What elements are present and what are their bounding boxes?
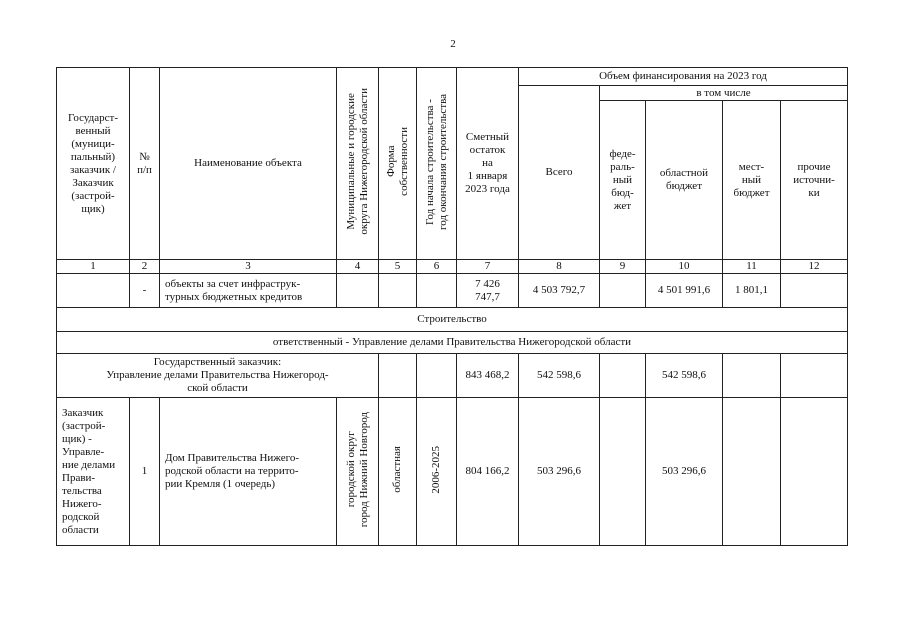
col-number: 3 [160, 260, 337, 274]
regional-value: 4 501 991,6 [646, 274, 723, 308]
col-number: 6 [417, 260, 457, 274]
header-num: № п/п [130, 68, 160, 260]
col-number: 5 [379, 260, 417, 274]
col-number: 8 [519, 260, 600, 274]
years-cell [417, 398, 457, 546]
col-number: 12 [781, 260, 848, 274]
municipality-value: городской округ город Нижний Новгород [344, 411, 370, 528]
state-customer-label: Государственный заказчик: Управление делами Правительства Нижегород- ской области [57, 354, 379, 398]
col-number: 1 [57, 260, 130, 274]
header-object-name: Наименование объекта [160, 68, 337, 260]
header-municipality-cell [337, 68, 379, 260]
header-total: Всего [519, 86, 600, 260]
header-ownership: Форма собственности [384, 127, 410, 196]
column-numbers-row [57, 260, 848, 274]
header-years-cell [417, 68, 457, 260]
page-number: 2 [450, 38, 456, 50]
header-estimate: Сметный остаток на 1 января 2023 года [457, 68, 519, 260]
header-other: прочие источни- ки [781, 101, 848, 260]
col-number: 11 [723, 260, 781, 274]
object-name: Дом Правительства Нижего- родской области на террито- рии Кремля (1 очередь) [160, 398, 337, 546]
financing-table [56, 67, 848, 546]
header-years: Год начала строительства - год окончания строительства [423, 93, 449, 230]
table-row-state-customer [57, 354, 848, 398]
col-number: 9 [600, 260, 646, 274]
object-name: объекты за счет инфраструк- турных бюджетных кредитов [160, 274, 337, 308]
years-value: 2006-2025 [430, 445, 442, 494]
total-value: 4 503 792,7 [519, 274, 600, 308]
header-municipality: Муниципальные и городские округа Нижегородской области [344, 88, 370, 235]
table-row-infrastructure [57, 274, 848, 308]
header-regional: областной бюджет [646, 101, 723, 260]
municipality-cell [337, 398, 379, 546]
header-ownership-cell [379, 68, 417, 260]
header-federal: феде- раль- ный бюд- жет [600, 101, 646, 260]
row-num: - [130, 274, 160, 308]
col-number: 10 [646, 260, 723, 274]
header-customer: Государст- венный (муници- пальный) заказчик / Заказчик (застрой- щик) [57, 68, 130, 260]
total-value: 542 598,6 [519, 354, 600, 398]
header-including: в том числе [600, 86, 848, 101]
total-value: 503 296,6 [519, 398, 600, 546]
section-title: Строительство [57, 308, 848, 332]
col-number: 2 [130, 260, 160, 274]
row-num: 1 [130, 398, 160, 546]
responsible-line: ответственный - Управление делами Правительства Нижегородской области [57, 332, 848, 354]
ownership-cell [379, 398, 417, 546]
col-number: 4 [337, 260, 379, 274]
header-local: мест- ный бюджет [723, 101, 781, 260]
estimate-value: 7 426 747,7 [457, 274, 519, 308]
local-value: 1 801,1 [723, 274, 781, 308]
ownership-value: областная [391, 446, 403, 493]
header-funding-2023: Объем финансирования на 2023 год [519, 68, 848, 86]
col-number: 7 [457, 260, 519, 274]
regional-value: 542 598,6 [646, 354, 723, 398]
estimate-value: 843 468,2 [457, 354, 519, 398]
estimate-value: 804 166,2 [457, 398, 519, 546]
regional-value: 503 296,6 [646, 398, 723, 546]
developer-customer: Заказчик (застрой- щик) - Управле- ние делами Прави- тельства Нижего- родской области [57, 398, 130, 546]
table-row-object-1 [57, 398, 848, 546]
